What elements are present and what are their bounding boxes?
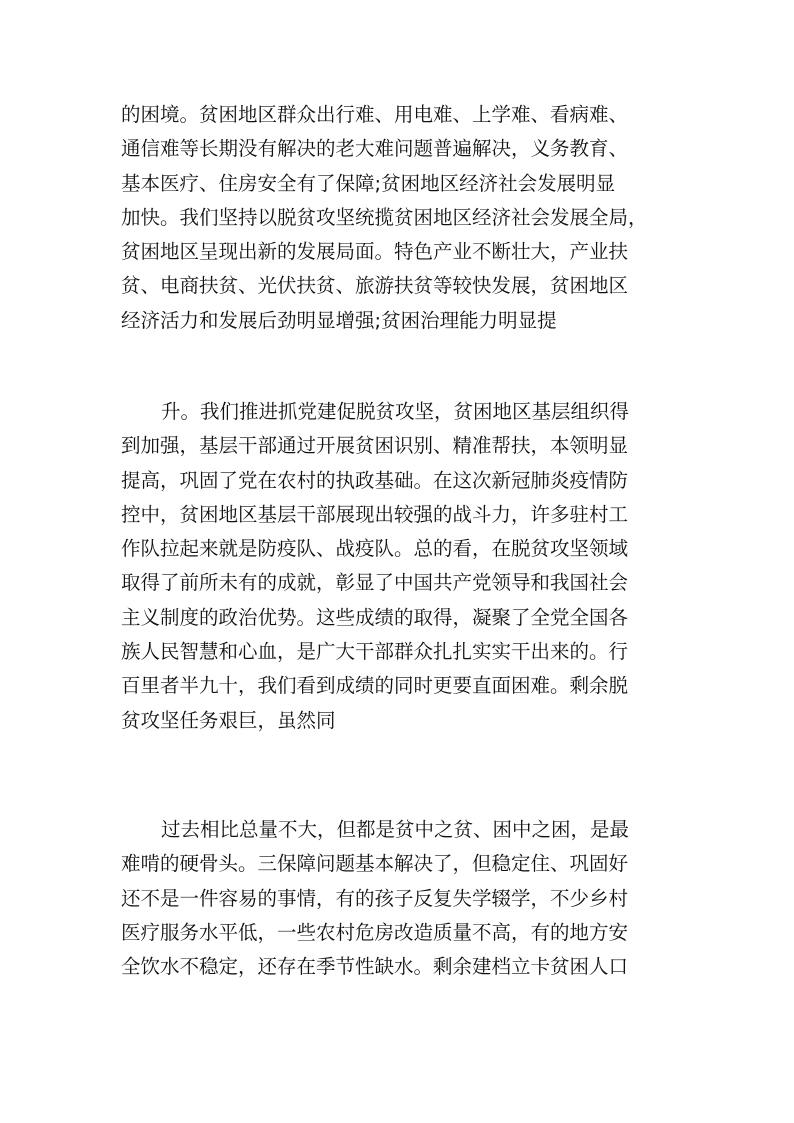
text-line: 难啃的硬骨头。三保障问题基本解决了，但稳定住、巩固好	[121, 852, 629, 876]
text-line: 贫、电商扶贫、光伏扶贫、旅游扶贫等较快发展，贫困地区	[121, 274, 629, 298]
text-line: 贫攻坚任务艰巨，虽然同	[121, 708, 336, 732]
text-line: 医疗服务水平低，一些农村危房改造质量不高，有的地方安	[121, 920, 629, 944]
paragraph-2	[121, 395, 691, 772]
text-line: 百里者半九十，我们看到成绩的同时更要直面困难。剩余脱	[121, 674, 629, 698]
text-line: 取得了前所未有的成就，彰显了中国共产党领导和我国社会	[121, 571, 629, 595]
text-line: 控中，贫困地区基层干部展现出较强的战斗力，许多驻村工	[121, 502, 629, 526]
text-line: 升。我们推进抓党建促脱贫攻坚，贫困地区基层组织得	[161, 400, 630, 423]
text-line: 全饮水不稳定，还存在季节性缺水。剩余建档立卡贫困人口	[121, 955, 629, 979]
text-line: 提高，巩固了党在农村的执政基础。在这次新冠肺炎疫情防	[121, 468, 629, 492]
text-line: 到加强，基层干部通过开展贫困识别、精准帮扶，本领明显	[121, 434, 629, 458]
text-line: 加快。我们坚持以脱贫攻坚统揽贫困地区经济社会发展全局，	[121, 205, 648, 229]
text-line: 通信难等长期没有解决的老大难问题普遍解决，义务教育、	[121, 137, 629, 161]
text-line	[121, 738, 691, 772]
text-line: 族人民智慧和心血，是广大干部群众扎扎实实干出来的。行	[121, 640, 629, 664]
text-line: 贫困地区呈现出新的发展局面。特色产业不断壮大，产业扶	[121, 240, 629, 264]
text-line: 的困境。贫困地区群众出行难、用电难、上学难、看病难、	[121, 103, 629, 126]
text-line: 基本医疗、住房安全有了保障;贫困地区经济社会发展明显	[121, 171, 616, 195]
text-line: 还不是一件容易的事情，有的孩子反复失学辍学，不少乡村	[121, 886, 629, 910]
text-line: 经济活力和发展后劲明显增强;贫困治理能力明显提	[121, 308, 557, 332]
paragraph-1	[121, 98, 691, 338]
text-line: 过去相比总量不大，但都是贫中之贫、困中之困，是最	[161, 818, 630, 841]
text-line: 作队拉起来就是防疫队、战疫队。总的看，在脱贫攻坚领域	[121, 537, 629, 561]
paragraph-3	[121, 813, 691, 984]
text-line: 主义制度的政治优势。这些成绩的取得，凝聚了全党全国各	[121, 605, 629, 629]
